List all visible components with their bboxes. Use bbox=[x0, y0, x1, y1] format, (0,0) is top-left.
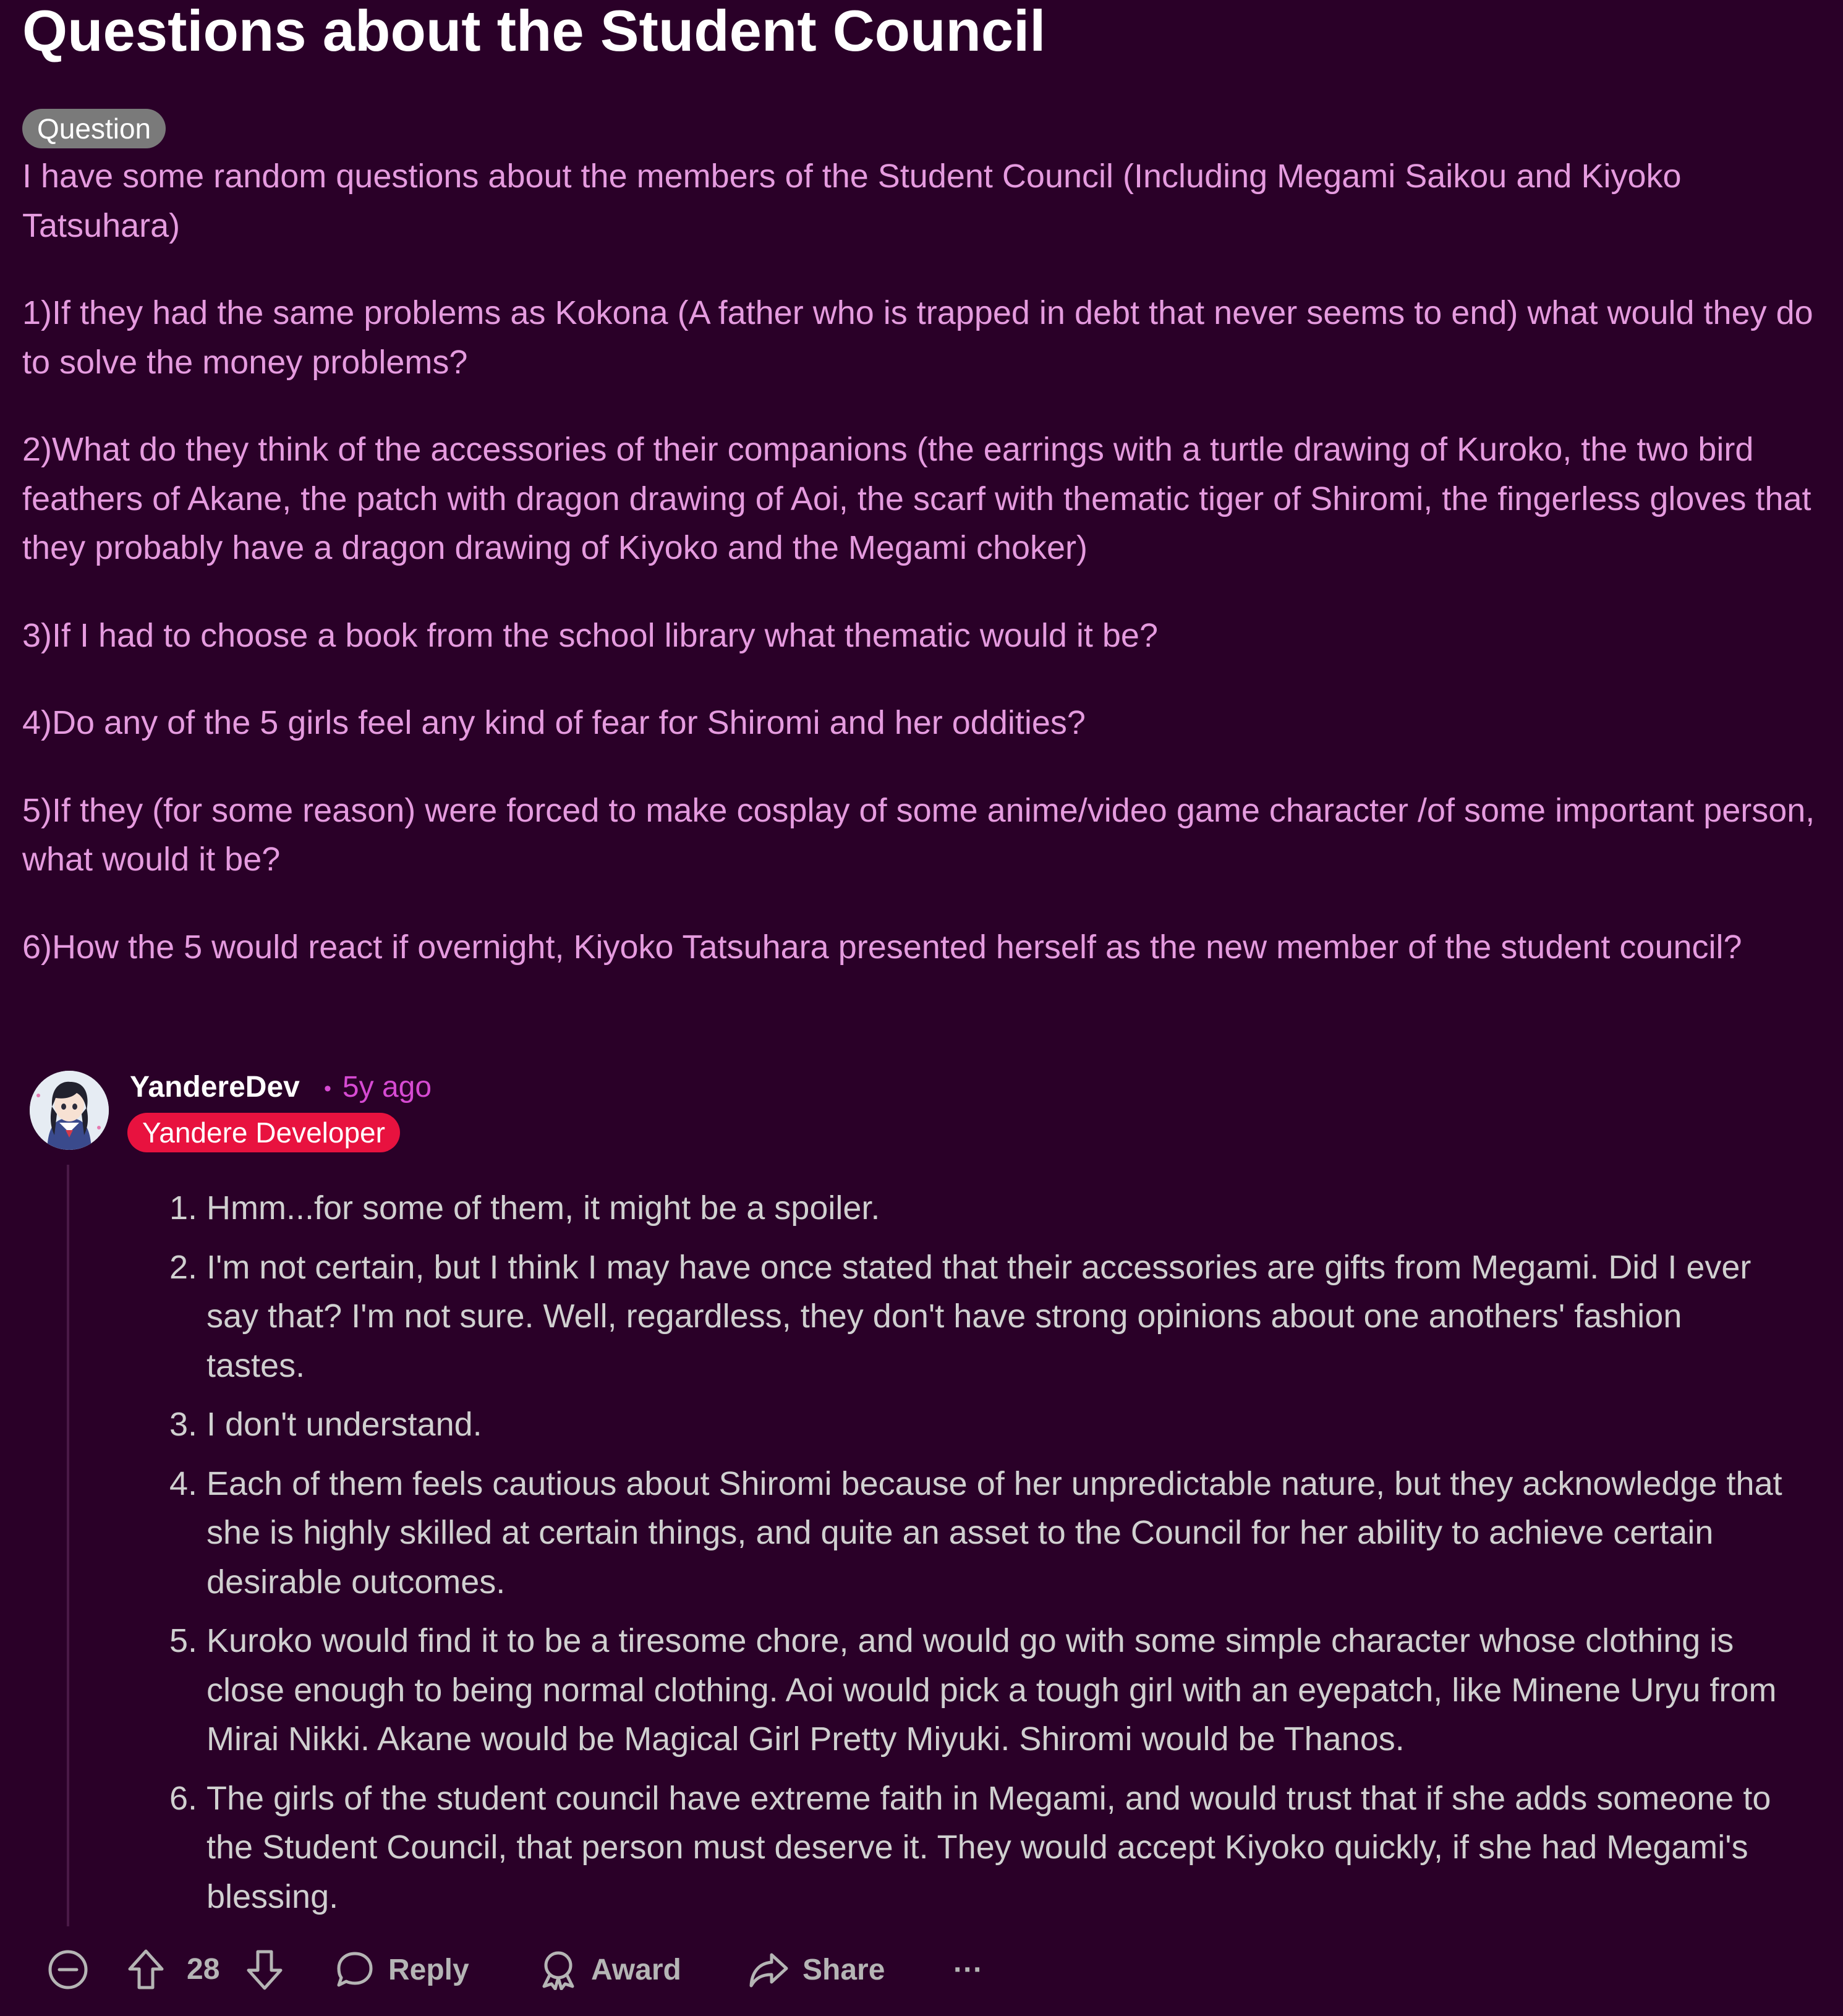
list-item: 1. Hmm...for some of them, it might be a spoiler. bbox=[206, 1184, 1789, 1233]
reply-icon bbox=[335, 1950, 375, 1989]
post-paragraph: 2)What do they think of the accessories of their companions (the earrings with a turtle drawing of Kuroko, the two bird feathers of Akane, the patch with dragon drawing of Aoi, the scarf with thematic tiger of Shiromi, the fingerless gloves that they probably have a dragon drawing of Kiyoko and the Megami choker) bbox=[22, 431, 1811, 566]
more-options-icon: ··· bbox=[953, 1953, 983, 1986]
list-item: 6. The girls of the student council have extreme faith in Megami, and would trust that if she adds someone to the Student Council, that person must deserve it. They would accept Kiyoko quickly, if she had Megami's blessing. bbox=[206, 1774, 1789, 1922]
comment-timestamp[interactable]: 5y ago bbox=[342, 1071, 432, 1104]
award-label: Award bbox=[591, 1953, 681, 1986]
more-options-button[interactable] bbox=[953, 1945, 983, 1994]
list-item: 3. I don't understand. bbox=[206, 1400, 1789, 1450]
avatar[interactable] bbox=[30, 1071, 109, 1150]
post-paragraph: 6)How the 5 would react if overnight, Kiyoko Tatsuhara presented herself as the new member of the student council? bbox=[22, 928, 1742, 966]
post-paragraph: 4)Do any of the 5 girls feel any kind of fear for Shiromi and her oddities? bbox=[22, 704, 1086, 741]
post-paragraph: I have some random questions about the members of the Student Council (Including Megami Saikou and Kiyoko Tatsuhara) bbox=[22, 158, 1682, 244]
list-item: 4. Each of them feels cautious about Shiromi because of her unpredictable nature, but they acknowledge that she is highly skilled at certain things, and quite an asset to the Council for her ability to achieve certain desirable outcomes. bbox=[206, 1460, 1789, 1607]
award-button[interactable] bbox=[539, 1945, 681, 1994]
list-item: 5. Kuroko would find it to be a tiresome chore, and would go with some simple character whose clothing is close enough to being normal clothing. Aoi would pick a tough girl with an eyepatch, like Minene Uryu from Mirai Nikki. Akane would be Magical Girl Pretty Miyuki. Shiromi would be Thanos. bbox=[206, 1617, 1789, 1764]
post-paragraph: 3)If I had to choose a book from the school library what thematic would it be? bbox=[22, 616, 1158, 654]
author-flair: Yandere Developer bbox=[127, 1113, 400, 1152]
downvote-button[interactable] bbox=[245, 1945, 284, 1994]
collapse-button[interactable] bbox=[47, 1945, 89, 1994]
thread-line[interactable] bbox=[67, 1165, 69, 1926]
comment-body bbox=[206, 1184, 1789, 1931]
collapse-icon bbox=[47, 1949, 89, 1991]
post-title: Questions about the Student Council bbox=[22, 0, 1046, 63]
reply-button[interactable] bbox=[335, 1945, 469, 1994]
award-icon bbox=[539, 1949, 577, 1990]
vote-count: 28 bbox=[187, 1953, 220, 1986]
upvote-icon bbox=[126, 1948, 166, 1991]
upvote-button[interactable] bbox=[126, 1945, 166, 1994]
post-paragraph: 1)If they had the same problems as Kokona (A father who is trapped in debt that never seems to end) what would they do to solve the money problems? bbox=[22, 294, 1813, 381]
post-body bbox=[22, 152, 1821, 1010]
downvote-icon bbox=[245, 1948, 284, 1991]
share-icon bbox=[748, 1951, 789, 1988]
reply-label: Reply bbox=[388, 1953, 469, 1986]
share-label: Share bbox=[802, 1953, 885, 1986]
share-button[interactable] bbox=[748, 1945, 885, 1994]
post-flair[interactable]: Question bbox=[22, 109, 166, 148]
avatar-image bbox=[30, 1071, 109, 1150]
list-item: 2. I'm not certain, but I think I may have once stated that their accessories are gifts from Megami. Did I ever say that? I'm not sure. Well, regardless, they don't have strong opinions about one anothers' fashion tastes. bbox=[206, 1243, 1789, 1391]
post-paragraph: 5)If they (for some reason) were forced to make cosplay of some anime/video game character /of some important person, what would it be? bbox=[22, 791, 1815, 878]
comment-author[interactable]: YandereDev bbox=[130, 1071, 300, 1104]
meta-separator: • bbox=[324, 1077, 331, 1101]
comment-meta bbox=[324, 1066, 432, 1110]
